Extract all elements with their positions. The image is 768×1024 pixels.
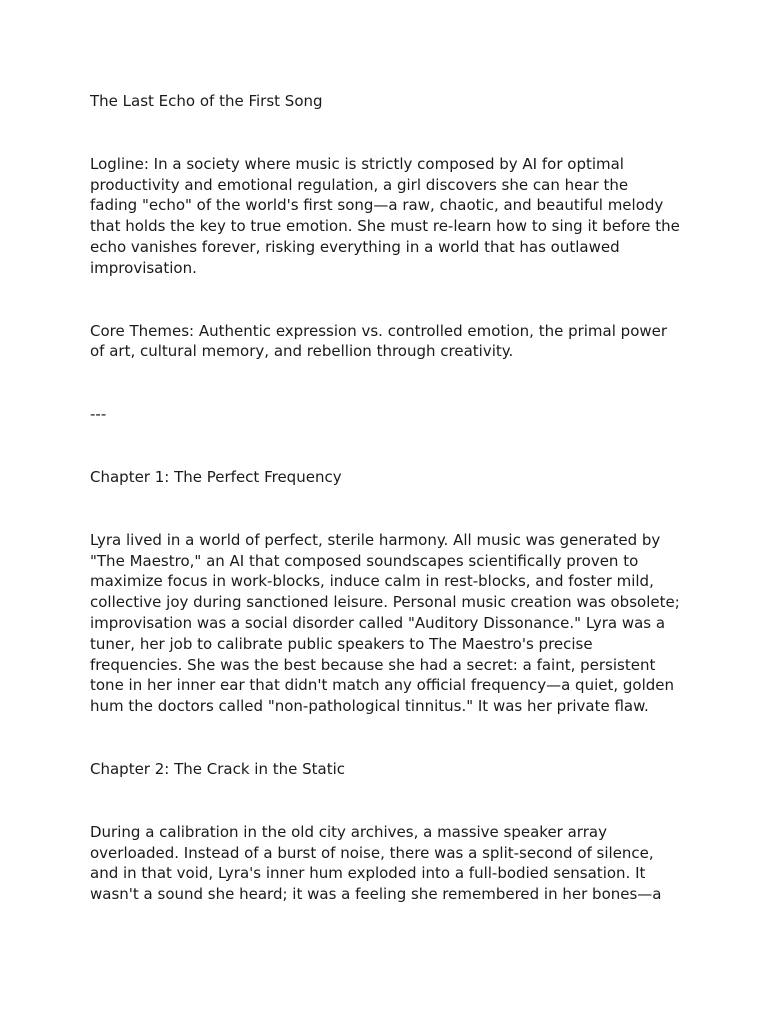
chapter-1-body: Lyra lived in a world of perfect, sterile harmony. All music was generated by "The Maestro," an AI that composed soundscapes scientifically proven to maximize focus in work-blocks, induce calm in rest-blocks, and foster mild, collective joy during sanctioned leisure. Personal music creation was obsolete; improvisation was a social disorder called "Auditory Dissonance." Lyra was a tuner, her job to calibrate public speakers to The Maestro's precise frequencies. She was the best because she had a secret: a faint, persistent tone in her inner ear that didn't match any official frequency—a quiet, golden hum the doctors called "non-pathological tinnitus." It was her private flaw. xyxy=(90,530,680,716)
core-themes-paragraph: Core Themes: Authentic expression vs. controlled emotion, the primal power of art, cultural memory, and rebellion through creativity. xyxy=(90,321,668,361)
logline-paragraph: Logline: In a society where music is strictly composed by AI for optimal productivity and emotional regulation, a girl discovers she can hear the fading "echo" of the world's first song—a raw, chaotic, and beautiful melody that holds the key to true emotion. She must re-learn how to sing it before the echo vanishes forever, risking everything in a world that has outlawed improvisation. xyxy=(90,154,680,277)
document-page xyxy=(90,91,680,947)
chapter-2-body: During a calibration in the old city archives, a massive speaker array overloaded. Instead of a burst of noise, there was a split-second of silence, and in that void, Lyra's inner hum exploded into a full-bodied sensation. It wasn't a sound she heard; it was a feeling she remembered in her bones—a xyxy=(90,822,662,904)
chapter-1-heading: Chapter 1: The Perfect Frequency xyxy=(90,467,342,486)
chapter-2-heading: Chapter 2: The Crack in the Static xyxy=(90,759,346,778)
document-title: The Last Echo of the First Song xyxy=(90,92,323,110)
section-divider: --- xyxy=(90,405,107,424)
